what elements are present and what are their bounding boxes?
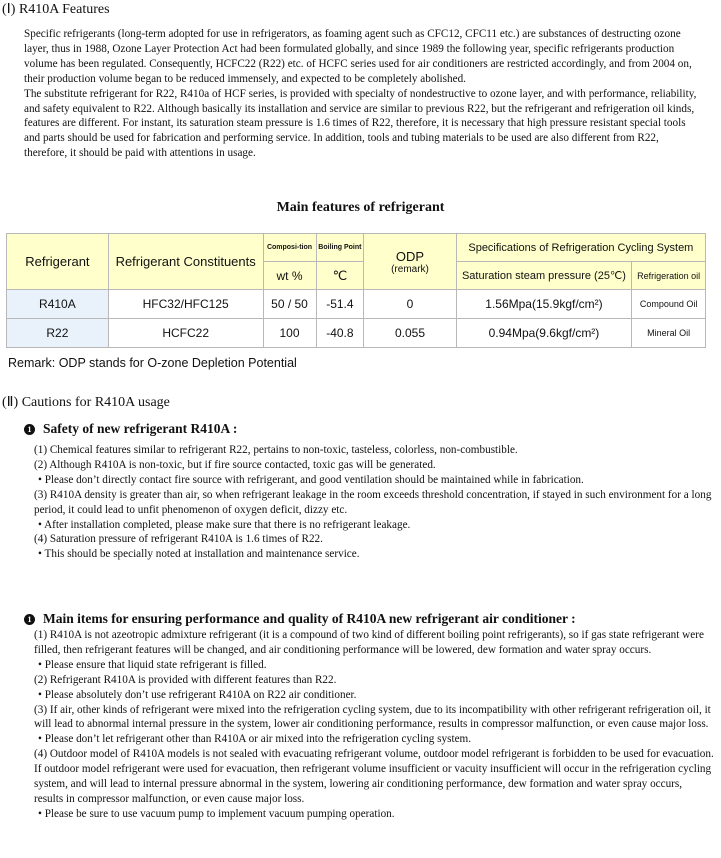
refrigerant-table [6, 233, 706, 348]
header-celsius: ℃ [316, 262, 364, 290]
list-item: (3) R410A density is greater than air, so when refrigerant leakage in the room exceeds threshold concentration, if stayed in such environment for a long period, it could lead to unfit phenomenon of oxygen deficit, dizzy etc. [34, 488, 712, 516]
cell-oil: Compound Oil [632, 290, 706, 319]
cell-pressure: 0.94Mpa(9.6kgf/cm²) [456, 319, 632, 348]
cell-odp: 0.055 [364, 319, 456, 348]
cell-odp: 0 [364, 290, 456, 319]
odp-remark-note: Remark: ODP stands for O-zone Depletion Potential [8, 356, 297, 370]
header-boiling-point: Boiling Point [316, 234, 364, 262]
table-row [7, 290, 706, 319]
header-composition: Composi-tion [263, 234, 316, 262]
paragraph-1: Specific refrigerants (long-term adopted for use in refrigerators, as foaming agent such as CFC12, CFC11 etc.) are substances of destructing ozone layer, thus in 1988, Ozone Layer Protection Act had been formulated globally, and since 1989 the following year, specific refrigerants production volume has been regulated. Consequently, HCFC22 (R22) etc. of HCFC series used for air conditioners are restricted accordingly, and from 2004 on, their production volume began to be reduced immensely, and expected to be completely abolished. [24, 28, 692, 85]
numbered-bullet-icon: 1 [24, 424, 35, 435]
list-item: (2) Although R410A is non-toxic, but if fire source contacted, toxic gas will be generated. [34, 458, 436, 471]
subheading-performance [24, 611, 576, 627]
numbered-bullet-icon: 1 [24, 614, 35, 625]
header-odp [364, 234, 456, 290]
cell-name: R22 [7, 319, 109, 348]
list-item: • Please absolutely don’t use refrigerant R410A on R22 air conditioner. [38, 688, 357, 701]
list-item: (1) Chemical features similar to refrigerant R22, pertains to non-toxic, tasteless, colorless, non-combustible. [34, 444, 518, 456]
list-item: • Please be sure to use vacuum pump to implement vacuum pumping operation. [38, 807, 395, 820]
section-1-title: (Ⅰ) R410A Features [2, 2, 110, 17]
table-title: Main features of refrigerant [276, 200, 445, 215]
subheading-safety [24, 421, 237, 437]
safety-list [34, 443, 714, 562]
list-item: (3) If air, other kinds of refrigerant were mixed into the refrigeration cycling system, due to its incompatibility with other refrigerant refrigeration oil, it will lead to abnormal internal pressure in the system, lower air conditioning performance, results in compressor malfunction, or even cause major loss. [34, 703, 711, 731]
list-item: • Please don’t let refrigerant other than R410A or air mixed into the refrigeration cycling system. [38, 733, 472, 746]
cell-bp: -51.4 [316, 290, 364, 319]
cell-name: R410A [7, 290, 109, 319]
section-2-title: (Ⅱ) Cautions for R410A usage [2, 395, 170, 410]
header-wt: wt % [263, 262, 316, 290]
cell-wt: 100 [263, 319, 316, 348]
cell-constituents: HCFC22 [108, 319, 263, 348]
paragraph-2: The substitute refrigerant for R22, R410a of HCF series, is provided with specialty of nondestructive to ozone layer, and with performance, reliability, and safety equivalent to R22. Although basically its installation and service are similar to previous R22, but the refrigerant and refrigeration oil kinds, features are different. For instant, its saturation steam pressure is 1.6 times of R22, therefore, it is necessary that high pressure resistant special tools and parts should be used for fabrication and performing service. In addition, tools and tubing materials to be used are also different from R22, therefore, it should be paid with attentions in usage. [24, 87, 697, 160]
list-item: (4) Saturation pressure of refrigerant R410A is 1.6 times of R22. [34, 533, 323, 546]
list-item: • After installation completed, please make sure that there is no refrigerant leakage. [38, 518, 411, 531]
header-oil: Refrigeration oil [632, 262, 706, 290]
list-item: (4) Outdoor model of R410A models is not sealed with evacuating refrigerant volume, outdoor model refrigerant is forbidden to be used for evacuation. If outdoor model refrigerant were used for evacuation, then refrigerant volume insufficient or vacuity insufficient will occur in the refrigeration cycling system, and will lead to internal pressure abnormal in the system, lowering air conditioning performance, dew formation and water spray occurs, results in compressor malfunction, or even cause major loss. [34, 748, 714, 805]
list-item: • Please ensure that liquid state refrigerant is filled. [38, 658, 267, 671]
header-saturation: Saturation steam pressure (25℃) [456, 262, 632, 290]
cell-wt: 50 / 50 [263, 290, 316, 319]
table-row [7, 319, 706, 348]
list-item: • Please don’t directly contact fire source with refrigerant, and good ventilation should be maintained while in fabrication. [38, 473, 584, 486]
cell-bp: -40.8 [316, 319, 364, 348]
subheading-performance-text: Main items for ensuring performance and quality of R410A new refrigerant air conditioner : [43, 611, 576, 626]
performance-list [34, 628, 714, 822]
cell-pressure: 1.56Mpa(15.9kgf/cm²) [456, 290, 632, 319]
list-item: (1) R410A is not azeotropic admixture refrigerant (it is a compound of two kind of different boiling point refrigerants), so if gas state refrigerant were filled, then refrigerant features will be changed, and air conditioning performance will be lowered, dew formation and water spray occurs. [34, 629, 704, 656]
header-constituents: Refrigerant Constituents [108, 234, 263, 290]
cell-oil: Mineral Oil [632, 319, 706, 348]
list-item: (2) Refrigerant R410A is provided with different features than R22. [34, 673, 337, 686]
header-refrigerant: Refrigerant [7, 234, 109, 290]
odp-remark: (remark) [391, 263, 429, 275]
list-item: • This should be specially noted at installation and maintenance service. [38, 548, 360, 561]
odp-label: ODP [395, 248, 425, 264]
header-specifications: Specifications of Refrigeration Cycling System [456, 234, 705, 262]
cell-constituents: HFC32/HFC125 [108, 290, 263, 319]
subheading-safety-text: Safety of new refrigerant R410A : [43, 421, 238, 436]
features-text [24, 27, 704, 161]
